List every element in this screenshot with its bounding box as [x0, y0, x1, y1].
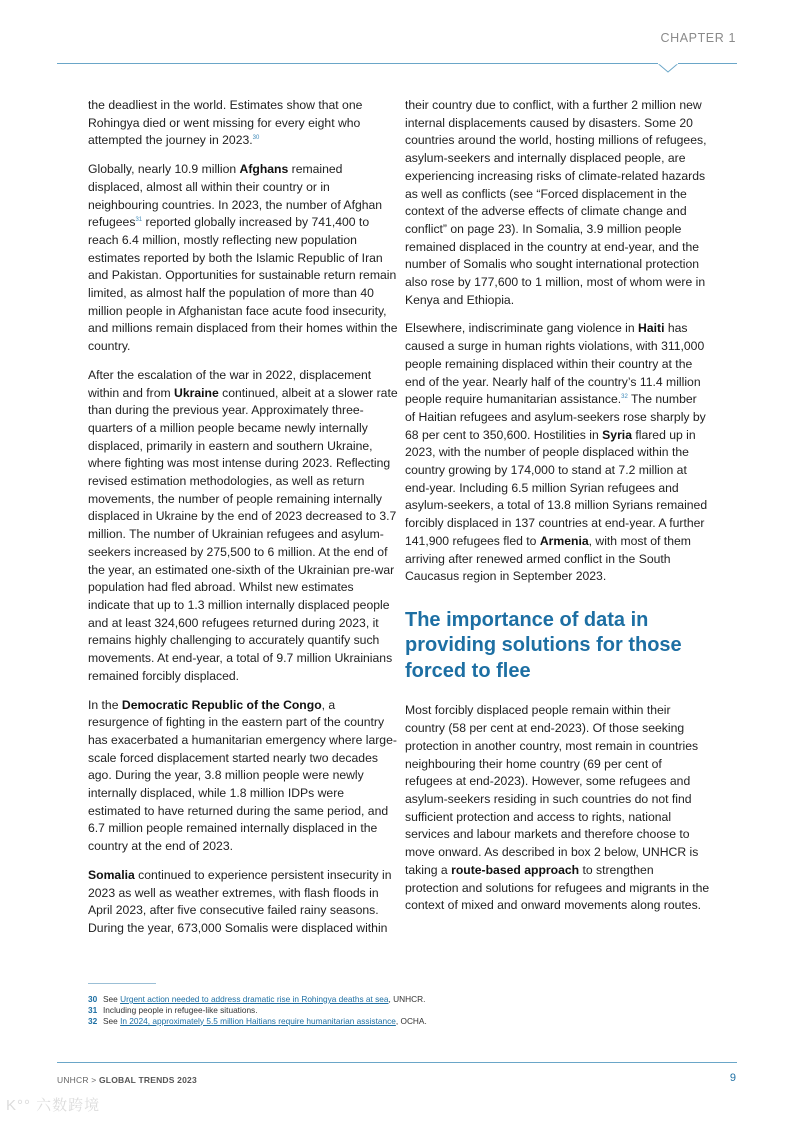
chapter-label: CHAPTER 1 [660, 31, 736, 45]
header-notch-icon [658, 63, 678, 75]
footnote-divider [88, 983, 156, 984]
footnotes [88, 994, 427, 1026]
footnote-30: 30 See Urgent action needed to address dramatic rise in Rohingya deaths at sea, UNHCR. [88, 994, 426, 1004]
paragraph-afghans: Globally, nearly 10.9 million Afghans remained displaced, almost all within their country or in neighbouring countries. In 2023, the number of Afghan refugees$^{31}$ reported globally increased by 741,400 to reach 6.4 million, mostly reflecting new population estimates reported by both the Islamic Republic of Iran and Pakistan. Opportunities for sustainable return remain limited, as almost half the population of more than 40 million people in Afghanistan face acute food insecurity, and millions remain displaced from their homes within the country. [88, 162, 398, 354]
page-number: 9 [729, 1072, 736, 1084]
footnote-ref-32[interactable]: 32 [621, 394, 628, 401]
header-divider [57, 63, 737, 64]
footnote-link-haiti[interactable]: In 2024, approximately 5.5 million Haitians require humanitarian assistance [120, 1015, 396, 1026]
footnote-31: 31 Including people in refugee-like situations. [88, 1004, 258, 1015]
country-somalia: Somalia [88, 867, 135, 882]
left-column [88, 97, 398, 949]
country-drc: Democratic Republic of the Congo [121, 697, 322, 712]
country-armenia: Armenia [539, 533, 589, 548]
route-based-approach: route-based approach [451, 862, 580, 877]
section-heading: The importance of data in providing solutions for those forced to flee [405, 608, 682, 682]
watermark: K°° 六数跨境 [6, 1097, 101, 1114]
footnote-ref-31[interactable]: 31 [135, 217, 143, 224]
footer-breadcrumb: UNHCR > GLOBAL TRENDS 2023 [57, 1075, 197, 1085]
footnote-32: 32 See In 2024, approximately 5.5 million Haitians require humanitarian assistance, OCHA. [88, 1015, 427, 1026]
footnote-link-rohingya[interactable]: Urgent action needed to address dramatic rise in Rohingya deaths at sea [120, 994, 389, 1004]
paragraph-haiti-syria: Elsewhere, indiscriminate gang violence in Haiti has caused a surge in human rights violations, with 311,000 people remaining displaced within their country at the end of the year. Nearly half of the country’s 11.4 million people require humanitarian assistance.$^{32}$ The number of Haitian refugees and asylum-seekers rose sharply by 68 per cent to 350,600. Hostilities in Syria flared up in 2023, with the number of people displaced within the country growing by 174,000 to stand at 7.2 million at end-year. Including 6.5 million Syrian refugees and asylum-seekers, a total of 13.8 million Syrians remained forcibly displaced in 137 countries at end-year. A further 141,900 refugees fled to Armenia, with most of them arriving after renewed armed conflict in the South Caucasus region in September 2023. [405, 321, 708, 584]
footnote-ref-30[interactable]: 30 [252, 135, 260, 142]
country-haiti: Haiti [638, 321, 665, 336]
paragraph-ukraine: After the escalation of the war in 2022, displacement within and from Ukraine continued, albeit at a slower rate than during the previous year. Approximately three-quarters of a million people became newly internally displaced, primarily in eastern and southern Ukraine, where fighting was most intense during 2023. Reflecting revised estimation methodologies, as well as return movements, the number of people remaining internally displaced in Ukraine by the end of 2023 decreased to 3.7 million. The number of Ukrainian refugees and asylum-seekers increased by 275,500 to 6 million. At the end of the year, an estimated one-sixth of the Ukrainian pre-war population had fled abroad. Whilst new estimates indicate that up to 1.3 million internally displaced people and at least 324,600 refugees returned during 2023, it remains highly challenging to accurately quantify such movements. At end-year, a total of 9.7 million Ukrainians remained forcibly displaced. [88, 367, 398, 683]
paragraph-drc: In the Democratic Republic of the Congo, a resurgence of fighting in the eastern part of the country has exacerbated a humanitarian emergency where large-scale forced displacement started nearly two decades ago. During the year, 3.8 million people were newly internally displaced, while 1.8 million IDPs were estimated to have returned during the same period, and 6.7 million people remained internally displaced in the country at the end of 2023. [88, 697, 397, 854]
country-ukraine: Ukraine [174, 385, 219, 400]
paragraph-data-importance: Most forcibly displaced people remain within their country (58 per cent at end-2023). Of those seeking protection in another country, most remain in countries neighbouring their home country (69 per cent of refugees at end-2023). However, some refugees and asylum-seekers residing in such countries do not find sufficient protection and access to rights, national services and labour markets and therefore choose to move onward. As described in box 2 below, UNHCR is taking a route-based approach to strengthen protection and solutions for refugees and migrants in the context of mixed and onward movements along routes. [405, 703, 710, 913]
right-column [405, 97, 710, 926]
paragraph-somalia: Somalia continued to experience persistent insecurity in 2023 as well as weather extremes, with flash floods in April 2023, after five consecutive failed rainy seasons. During the year, 673,000 Somalis were displaced within [88, 867, 392, 935]
footer-divider [57, 1062, 737, 1063]
paragraph-somalia-cont: their country due to conflict, with a further 2 million new internal displacements caused by disasters. Some 20 countries around the world, hosting millions of refugees, asylum-seekers and internally displaced people, are experiencing increasing risks of climate-related hazards as well as conflicts (see “Forced displacement in the context of the adverse effects of climate change and conflict” on page 23). In Somalia, 3.9 million people remained displaced in the country at end-year, and the number of Somalis who sought international protection also rose by 177,600 to 1 million, most of whom were in Kenya and Ethiopia. [405, 98, 707, 307]
paragraph-rohingya: the deadliest in the world. Estimates show that one Rohingya died or went missing for every eight who attempted the journey in 2023.30 [88, 98, 363, 148]
country-syria: Syria [602, 427, 632, 442]
country-afghans: Afghans [239, 162, 289, 177]
